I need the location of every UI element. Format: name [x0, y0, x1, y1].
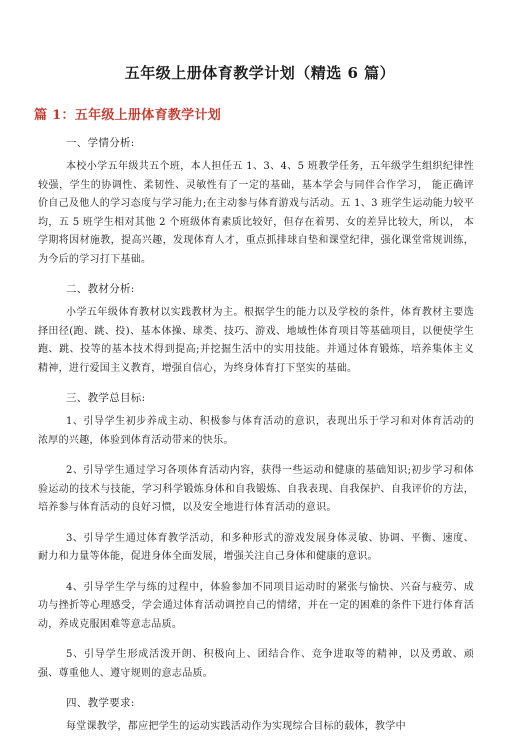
paragraph-goal-5: 5、引导学生形成活泼开朗、积极向上、团结合作、竞争进取等的精神，以及勇敢、顽强、尊重他人、遵守规则的意志品质。 [38, 649, 474, 679]
paragraph-material-analysis: 小学五年级体育教材以实践教材为主。根据学生的能力以及学校的条件，体育教材主要选择田径(跑、跳、投)、基本体操、球类、技巧、游戏、地域性体育项目等基础项目，以便使学生跑、跳、投等的基本技术得到提高;并挖掘生活中的实用技能。并通过体育锻炼，培养集体主义精神，进行爱国主义教育，增强自信心，为终身体育打下坚实的基础。 [38, 307, 474, 374]
paragraph-learning-analysis: 本校小学五年级共五个班，本人担任五 1、3、4、5 班教学任务，五年级学生组织纪律性较强，学生的协调性、柔韧性、灵敏性有了一定的基础，基本学会与同伴合作学习， 能正确评价自己及他人的学习态度与学习能力;在主动参与体育游戏与活动。五 1、3 班学生运动能力较平均，五 5 班学生相对其他 2 个班级体育素质比较好，但存在着男、女的差异比较大，所以， 本学期将因材施教，提高兴趣，发现体育人才，重点抓排球自垫和课堂纪律，强化课堂常规训练，为今后的学习打下基础。 [38, 161, 474, 265]
section-heading-teaching-requirements: 四、教学要求: [66, 697, 135, 709]
section-heading-material-analysis: 二、教材分析: [66, 283, 135, 295]
section-heading-learning-analysis: 一、学情分析: [66, 137, 135, 149]
paragraph-goal-2: 2、引导学生通过学习各项体育活动内容，获得一些运动和健康的基础知识;初步学习和体验运动的技术与技能，学习科学锻炼身体和自我锻炼、自我表现、自我保护、自我评价的方法，培养参与体育活动的良好习惯，以及安全地进行体育活动的意识。 [38, 465, 474, 513]
article-heading: 篇 1：五年级上册体育教学计划 [34, 108, 222, 123]
section-heading-teaching-goals: 三、教学总目标: [66, 392, 146, 404]
paragraph-goal-3: 3、引导学生通过体育教学活动，和多种形式的游戏发展身体灵敏、协调、平衡、速度、耐力和力量等体能，促进身体全面发展，增强关注自己身体和健康的意识。 [38, 532, 474, 562]
paragraph-goal-1: 1、引导学生初步养成主动、积极参与体育活动的意识，表现出乐于学习和对体育活动的浓厚的兴趣，体验到体育活动带来的快乐。 [38, 416, 474, 446]
paragraph-goal-4: 4、引导学生学与练的过程中，体验参加不同项目运动时的紧张与愉快、兴奋与疲劳、成功与挫折等心理感受，学会通过体育活动调控自己的情绪，并在一定的困难的条件下进行体育活动，养成克服困难等意志品质。 [38, 581, 474, 630]
document-title: 五年级上册体育教学计划（精选 6 篇） [124, 64, 396, 82]
paragraph-teaching-requirements: 每堂课教学，都应把学生的运动实践活动作为实现综合目标的载体，教学中 [66, 721, 406, 732]
